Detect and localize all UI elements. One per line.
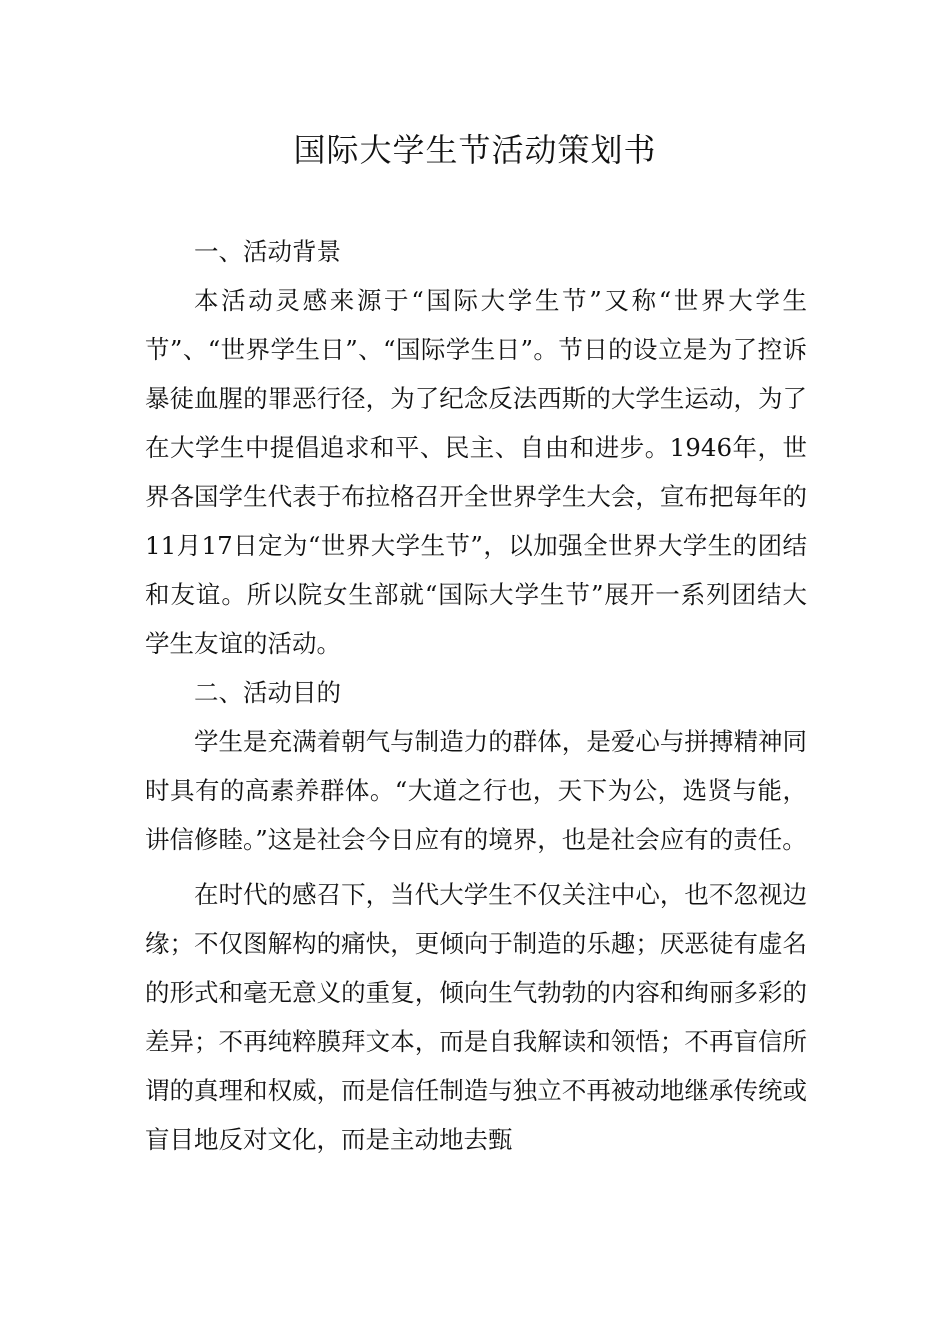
paragraph-activity-purpose: 学生是充满着朝气与制造力的群体，是爱心与拼搏精神同时具有的高素养群体。“大道之行也，天下为公，选贤与能，讲信修睦。”这是社会今日应有的境界，也是社会应有的责任。 bbox=[145, 727, 807, 854]
heading-activity-purpose: 二、活动目的 bbox=[194, 678, 341, 707]
paragraph-activity-background: 本活动灵感来源于“国际大学生节”又称“世界大学生节”、“世界学生日”、“国际学生日”。节日的设立是为了控诉暴徒血腥的罪恶行径，为了纪念反法西斯的大学生运动，为了在大学生中提倡追求和平、民主、自由和进步。1946年，世界各国学生代表于布拉格召开全世界学生大会，宣布把每年的11月17日定为“世界大学生节”，以加强全世界大学生的团结和友谊。所以院女生部就“国际大学生节”展开一系列团结大学生友谊的活动。 bbox=[145, 286, 807, 658]
heading-activity-background: 一、活动背景 bbox=[194, 237, 341, 266]
paragraph-times-calling: 在时代的感召下，当代大学生不仅关注中心，也不忽视边缘；不仅图解构的痛快，更倾向于制造的乐趣；厌恶徒有虚名的形式和毫无意义的重复，倾向生气勃勃的内容和绚丽多彩的差异；不再纯粹膜拜文本，而是自我解读和领悟；不再盲信所谓的真理和权威，而是信任制造与独立不再被动地继承传统或盲目地反对文化，而是主动地去甄 bbox=[145, 880, 807, 1154]
document-body bbox=[145, 227, 807, 1164]
document-title: 国际大学生节活动策划书 bbox=[293, 131, 657, 169]
